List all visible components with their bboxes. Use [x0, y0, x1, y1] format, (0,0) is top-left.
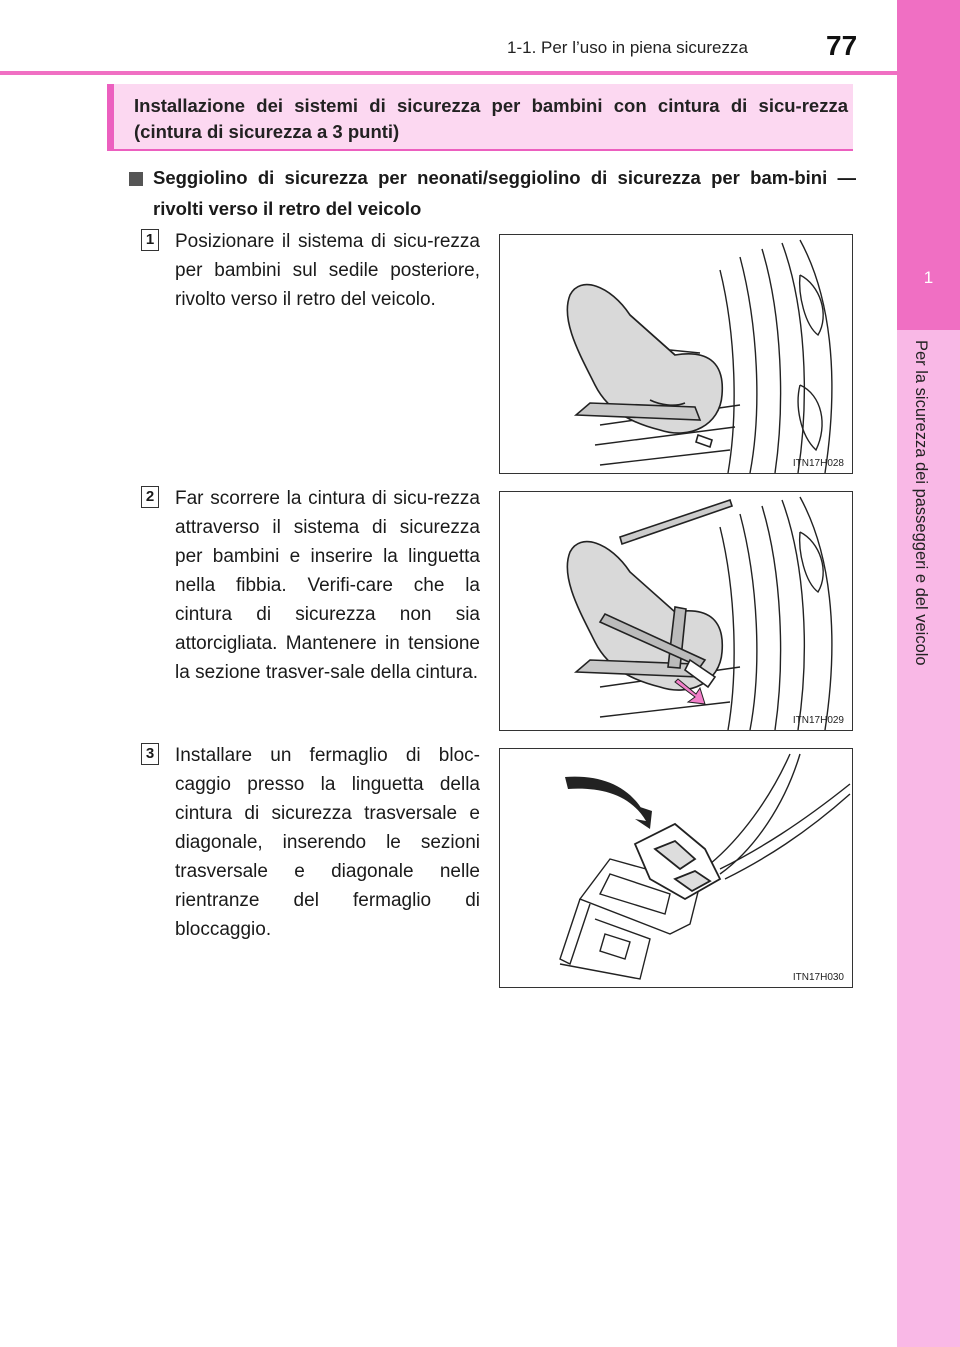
chapter-side-tab	[897, 0, 960, 1347]
figure-label-1: ITN17H028	[792, 458, 844, 469]
square-bullet-icon	[129, 172, 143, 186]
step-1-text: Posizionare il sistema di sicu-rezza per bambini sul sedile posteriore, rivolto verso il retro del veicolo.	[175, 231, 480, 310]
subheading-text: Seggiolino di sicurezza per neonati/seggiolino di sicurezza per bam-bini — rivolti verso il retro del veicolo	[153, 167, 856, 219]
chapter-title: Per la sicurezza dei passeggeri e del veicolo	[912, 340, 930, 666]
subheading	[129, 162, 856, 224]
chapter-marker	[897, 0, 960, 330]
step-2-text: Far scorrere la cintura di sicu-rezza attraverso il sistema di sicurezza per bambini e inserire la linguetta nella fibbia. Verifi-care che la cintura di sicurezza non sia attorcigliata. Mantenere in tensione la sezione trasver-sale della cintura.	[175, 488, 480, 683]
child-seat-illustration	[500, 235, 853, 474]
figure-step-3	[499, 748, 853, 988]
chapter-number: 1	[923, 268, 934, 287]
section-title-box	[107, 84, 853, 151]
header-divider	[0, 71, 897, 75]
figure-label-2: ITN17H029	[792, 715, 844, 726]
figure-step-2	[499, 491, 853, 731]
step-3-text: Installare un fermaglio di bloc-caggio presso la linguetta della cintura di sicurezza trasversale e diagonale, inserendo le sezioni trasversale e diagonale nelle rientranze del fermaglio di bloccaggio.	[175, 745, 480, 940]
figure-step-1	[499, 234, 853, 474]
figure-label-3: ITN17H030	[792, 972, 844, 983]
locking-clip-illustration	[500, 749, 853, 988]
step-number-3: 3	[141, 743, 159, 765]
belt-routing-illustration	[500, 492, 853, 731]
section-title: Installazione dei sistemi di sicurezza per bambini con cintura di sicu-rezza (cintura di sicurezza a 3 punti)	[134, 95, 848, 142]
page-number: 77	[826, 30, 858, 61]
step-number-1: 1	[141, 229, 159, 251]
step-number-2: 2	[141, 486, 159, 508]
running-header: 1-1. Per l’uso in piena sicurezza	[507, 38, 748, 57]
